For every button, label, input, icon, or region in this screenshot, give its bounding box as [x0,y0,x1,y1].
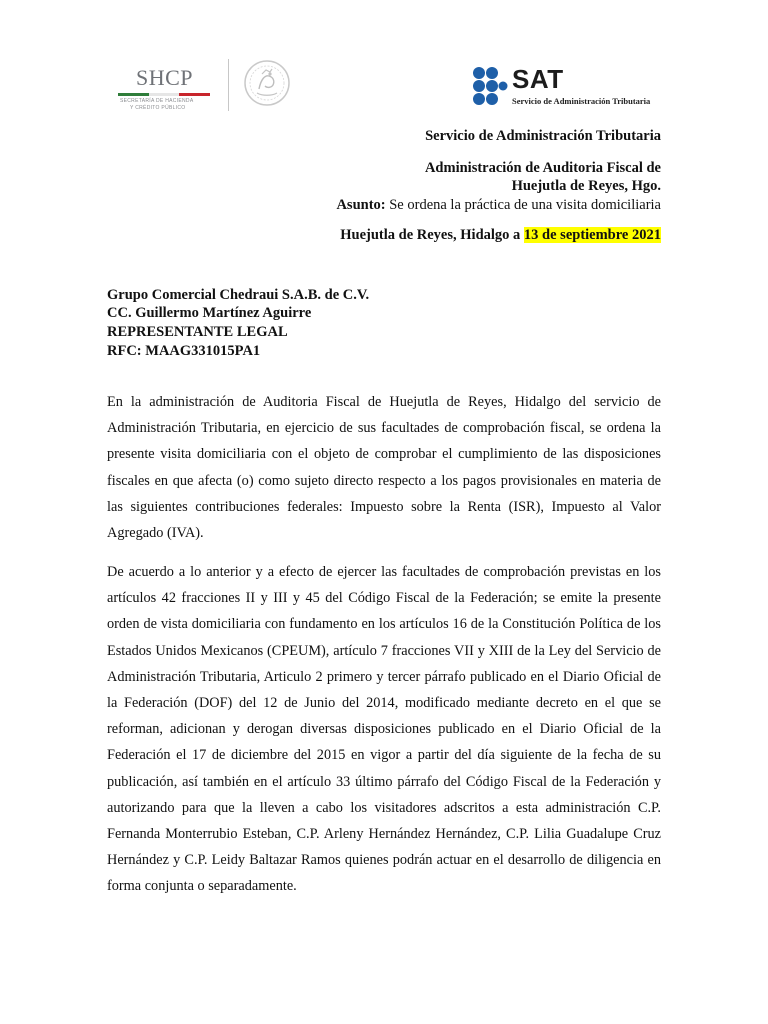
addressee-rfc: RFC: MAAG331015PA1 [107,343,261,359]
addressee-role: REPRESENTANTE LEGAL [107,324,288,340]
shcp-stripe [118,93,210,96]
body-paragraph-2: De acuerdo a lo anterior y a efecto de ejercer las facultades de comprobación previstas en los artículos 42 fracciones II y III y 45 del Código Fiscal de la Federación; se emite la presente orden de vista domiciliaria con fundamento en los artículos 16 de la Constitución Política de los Estados Unidos Mexicanos (CPEUM), artículo 7 fracciones VII y XIII de la Ley del Servicio de Administración Tributaria, Articulo 2 primero y tercer párrafo publicado en el Diario Oficial de la Federación (DOF) del 12 de Junio del 2014, modificado mediante decreto en el que se reforman, adicionan y derogan diversas disposiciones publicado en el Diario Oficial de la Federación el 17 de diciembre del 2015 en vigor a partir del día siguiente de la fecha de su publicación, así también en el artículo 33 último párrafo del Código Fiscal de la Federación y autorizando para que la lleven a cabo los visitadores adscritos a esta administración C.P. Fernanda Monterrubio Esteban, C.P. Arleny Hernández Hernández, C.P. Lilia Guadalupe Cruz Hernández y C.P. Leidy Baltazar Ramos quienes podrán actuar en el desarrollo de diligencia en forma conjunta o separadamente. [107,564,661,895]
addressee-person: CC. Guillermo Martínez Aguirre [107,305,312,321]
body-paragraph-1: En la administración de Auditoria Fiscal de Huejutla de Reyes, Hidalgo del servicio de Administración Tributaria, en ejercicio de sus facultades de comprobación fiscal, se ordena la presente visita domiciliaria con el objeto de comprobar el cumplimiento de las disposiciones fiscales en que afecta (o) como sujeto directo respecto a los pagos provisionales en materia de las siguientes contribuciones federales: Impuesto sobre la Renta (ISR), Impuesto al Valor Agregado (IVA). [107,394,661,542]
agency-name: Servicio de Administración Tributaria [425,128,661,144]
shcp-logo-text: SHCP [136,65,194,90]
place: Huejutla de Reyes, Hidalgo a [340,227,524,243]
sat-logo-text: SAT [512,64,564,94]
date-highlighted: 13 de septiembre 2021 [523,227,661,243]
sat-dots-icon [472,66,508,106]
national-seal-icon [242,55,292,111]
place-date-line [340,227,661,244]
logo-divider [228,59,229,111]
office-line-2: Huejutla de Reyes, Hgo. [511,178,661,194]
subject-text: Se ordena la práctica de una visita domiciliaria [385,197,661,213]
subject-line [336,197,661,214]
shcp-subtitle-1: SECRETARÍA DE HACIENDA [120,98,194,104]
shcp-logo [112,55,302,115]
office-line-1: Administración de Auditoria Fiscal de [424,160,661,176]
subject-label: Asunto: [336,197,386,213]
sat-logo-subtitle: Servicio de Administración Tributaria [512,96,651,106]
shcp-subtitle-2: Y CRÉDITO PÚBLICO [130,105,186,111]
addressee-company: Grupo Comercial Chedraui S.A.B. de C.V. [107,287,370,303]
sat-logo [472,66,662,110]
